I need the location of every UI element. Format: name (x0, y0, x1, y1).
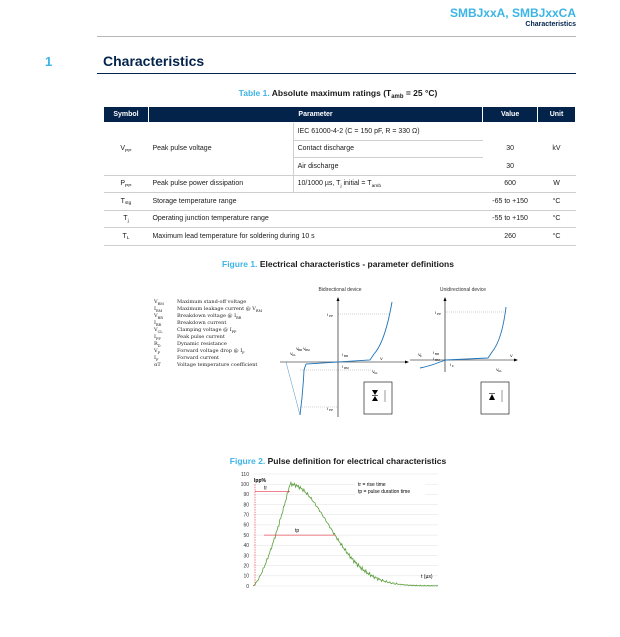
parameter-name: Peak pulse power dissipation (148, 175, 293, 193)
section-divider (97, 73, 576, 74)
svg-text:I: I (327, 312, 329, 317)
y-tick-label: 70 (243, 512, 249, 519)
svg-text:I: I (433, 350, 435, 355)
svg-text:CL: CL (374, 371, 378, 375)
definition-item: $V_{RM}$ Maximum stand-off voltage (154, 299, 247, 306)
parameter-definitions (154, 299, 262, 369)
bidirectional-title: Bidirectional device (318, 287, 362, 293)
svg-text:BR: BR (435, 352, 440, 356)
pulse-duration-marker (264, 528, 335, 535)
svg-text:I: I (342, 364, 344, 369)
pulse-definition-chart (228, 468, 448, 592)
pulse-curve (253, 482, 438, 586)
figure2-caption: Figure 2. Pulse definition for electrical characteristics (229, 456, 447, 466)
y-tick-label: 60 (243, 522, 249, 529)
unit-cell: °C (538, 210, 576, 228)
y-tick-label: 30 (243, 553, 249, 560)
value-cell (483, 123, 538, 141)
table-row (104, 123, 576, 141)
iv-characteristic-diagrams (270, 282, 530, 422)
svg-text:BR: BR (344, 354, 349, 358)
table-row (104, 175, 576, 193)
figure1-caption: Figure 1. Electrical characteristics - parameter definitions (222, 259, 454, 269)
definition-item: αT Voltage temperature coefficient (154, 362, 258, 368)
col-parameter: Parameter (148, 107, 482, 123)
table-row (104, 193, 576, 211)
definition-item: $I_{RM}$ Maximum leakage current @ $V_{RM}$ (154, 306, 263, 313)
value-cell: 600 (483, 175, 538, 193)
y-tick-label: 0 (246, 583, 249, 590)
document-title: SMBJxxA, SMBJxxCA (449, 6, 576, 20)
unit-cell: °C (538, 228, 576, 246)
symbol-cell: $T_j$ (104, 210, 149, 228)
table1-caption: Table 1. Absolute maximum ratings ($T_{amb} = 25$ °C) (238, 88, 438, 100)
symbol-cell: $P_{PP}$ (104, 175, 149, 193)
parameter-name: Maximum lead temperature for soldering during 10 s (148, 228, 482, 246)
value-cell: -65 to +150 (483, 193, 538, 211)
section-number: 1 (45, 54, 53, 69)
svg-text:PP: PP (329, 314, 334, 318)
rise-time-label: tr (264, 485, 268, 492)
y-tick-label: 50 (243, 532, 249, 539)
unit-cell: W (538, 175, 576, 193)
symbol-cell: $T_L$ (104, 228, 149, 246)
y-axis-ticks (241, 472, 250, 590)
svg-text:I: I (435, 310, 437, 315)
definition-item: $I_{BR}$ Breakdown current (154, 320, 227, 327)
section-title: Characteristics (103, 53, 205, 69)
svg-text:V: V (290, 351, 293, 356)
condition-cell: 10/1000 µs, $T_j$ initial = $T_{amb}$ (293, 175, 483, 193)
definition-item: $V_{CL}$ Clamping voltage @ $I_{PP}$ (154, 327, 237, 334)
svg-text:I: I (342, 352, 344, 357)
svg-text:F: F (420, 354, 422, 358)
definition-item: $I_{PP}$ Peak pulse current (154, 334, 225, 341)
bidirectional-graph (280, 297, 409, 417)
y-tick-label: 20 (243, 563, 249, 570)
svg-text:V: V (510, 353, 513, 358)
parameter-name: Peak pulse voltage (148, 123, 293, 176)
legend-rise-time: tr = rise time (358, 482, 386, 488)
value-cell: 260 (483, 228, 538, 246)
parameter-name: Storage temperature range (148, 193, 482, 211)
x-unit-label: t (µs) (421, 574, 433, 580)
svg-text:RM: RM (305, 348, 310, 352)
table-row (104, 228, 576, 246)
table-row (104, 210, 576, 228)
unidirectional-title: Unidirectional device (439, 287, 487, 293)
y-tick-label: 90 (243, 492, 249, 499)
svg-text:F: F (452, 364, 454, 368)
y-unit-label: Ipp% (254, 478, 266, 484)
definition-item: $V_F$ Forward voltage drop @ $I_F$ (154, 348, 245, 355)
svg-text:CL: CL (498, 369, 502, 373)
svg-text:V: V (496, 367, 499, 372)
ratings-table (103, 106, 576, 246)
definition-item: $V_{BR}$ Breakdown voltage @ $I_{BR}$ (154, 313, 242, 320)
unidirectional-graph (410, 297, 518, 414)
svg-text:PP: PP (329, 408, 334, 412)
unit-cell: °C (538, 193, 576, 211)
svg-text:V: V (380, 356, 383, 361)
definition-item: $R_D$ Dynamic resistance (154, 341, 227, 348)
svg-text:V: V (418, 352, 421, 357)
parameter-name: Operating junction temperature range (148, 210, 482, 228)
document-section-label: Characteristics (525, 21, 576, 28)
value-cell: -55 to +150 (483, 210, 538, 228)
y-tick-label: 40 (243, 543, 249, 550)
svg-text:I: I (327, 406, 329, 411)
col-symbol: Symbol (104, 107, 149, 123)
pulse-duration-label: tp (294, 528, 300, 535)
svg-text:RM: RM (344, 366, 349, 370)
svg-text:I: I (450, 362, 452, 367)
svg-text:V: V (296, 346, 299, 351)
svg-text:RM: RM (435, 358, 440, 362)
condition-cell: IEC 61000-4-2 (C = 150 pF, R = 330 Ω) (293, 123, 483, 141)
legend-pulse-duration: tp = pulse duration time (358, 489, 411, 495)
svg-text:CL: CL (292, 353, 296, 357)
condition-cell: Contact discharge (293, 140, 483, 158)
svg-text:PP: PP (437, 312, 442, 316)
definition-item: $I_F$ Forward current (154, 355, 220, 362)
svg-text:BR: BR (298, 348, 303, 352)
symbol-cell: $V_{PP}$ (104, 123, 149, 176)
svg-text:V: V (303, 346, 306, 351)
condition-cell: Air discharge (293, 158, 483, 176)
y-tick-label: 100 (240, 481, 249, 488)
unit-cell: kV (538, 123, 576, 176)
svg-text:I: I (433, 356, 435, 361)
col-unit: Unit (538, 107, 576, 123)
value-cell: 30 (483, 158, 538, 176)
symbol-cell: $T_{stg}$ (104, 193, 149, 211)
table-header-row (104, 107, 576, 123)
svg-text:V: V (372, 369, 375, 374)
y-tick-label: 10 (243, 573, 249, 580)
header-divider (97, 36, 576, 37)
y-tick-label: 80 (243, 502, 249, 509)
col-value: Value (483, 107, 538, 123)
value-cell: 30 (506, 145, 514, 153)
y-tick-label: 110 (241, 471, 249, 478)
